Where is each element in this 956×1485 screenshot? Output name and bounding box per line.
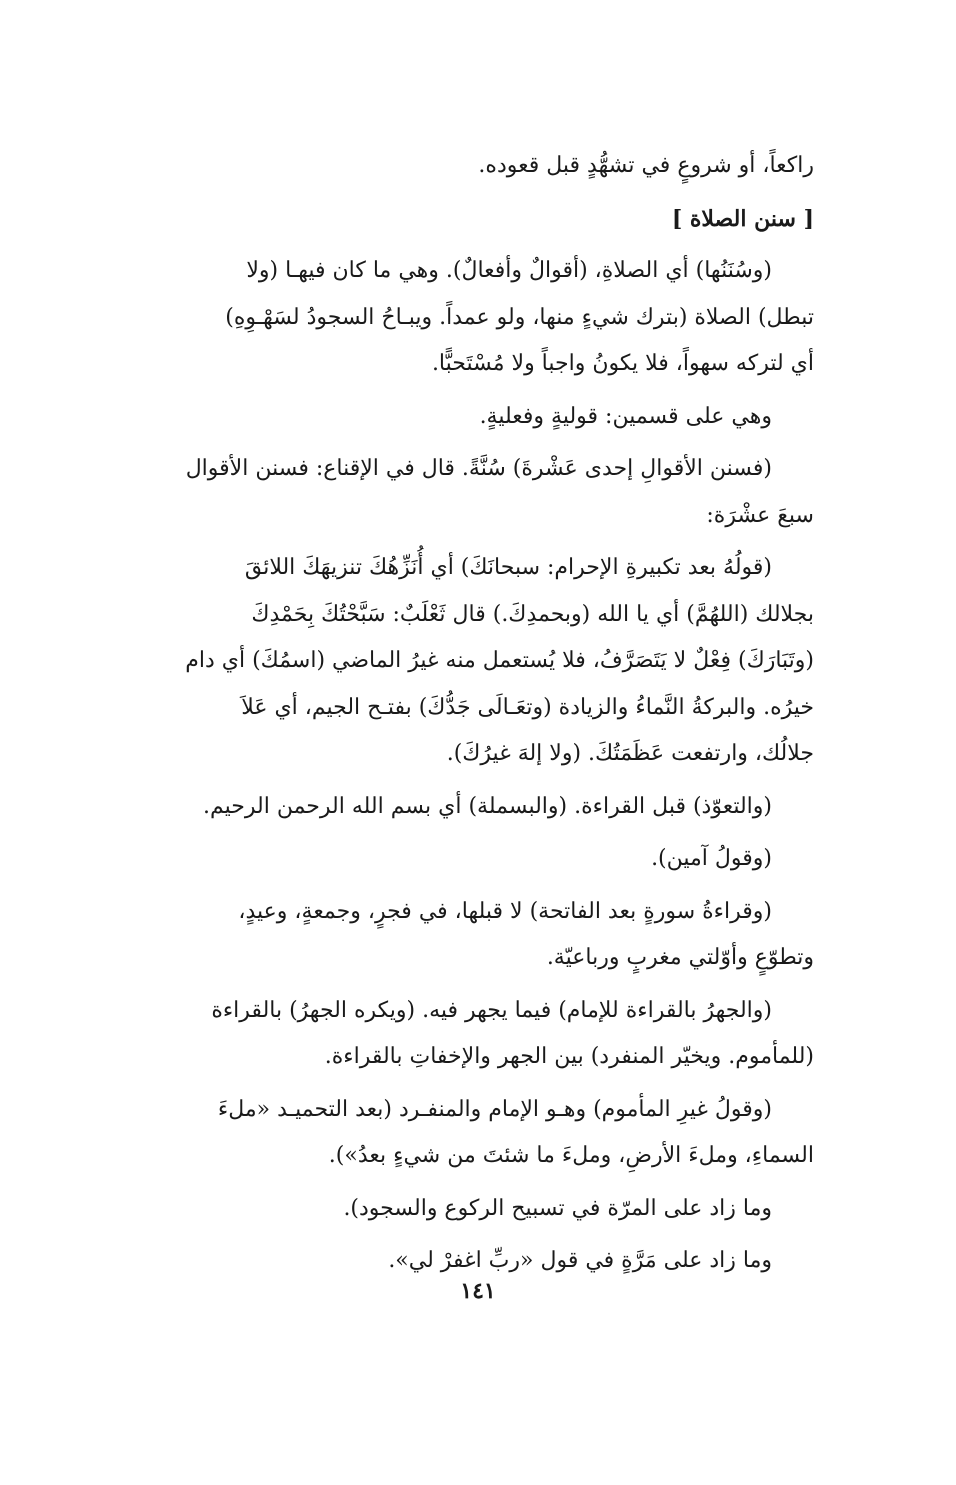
- section-heading: [152, 196, 814, 243]
- text-line: (قولُهُ بعد تكبيرةِ الإحرام: سبحانَكَ) أي أُنَزِّهُكَ تنزيهَكَ اللائقَ: [244, 555, 772, 580]
- paragraph-sunan-definition: [152, 248, 814, 388]
- text-line: (وقولُ آمين).: [651, 846, 772, 871]
- text-line: (وتَبَارَكَ) فِعْلٌ لا يَتَصَرَّفُ، فلا يُستعمل منه غيرُ الماضي (اسمُكَ) أي دام: [185, 648, 814, 673]
- page-number: ١٤١: [460, 1278, 496, 1304]
- text-line: (وقولُ غيرِ المأموم) وهـو الإمام والمنفـرد (بعد التحميـد «ملءَ: [217, 1096, 772, 1122]
- paragraph-tahmid: [152, 1087, 814, 1180]
- paragraph-taawwudh: [152, 784, 814, 831]
- text-line: جلالُك، وارتفعت عَظَمَتُكَ. (ولا إلهَ غيرُكَ).: [446, 741, 814, 766]
- text-line: بجلالك (اللهُمَّ) أي يا الله (وبحمدِكَ.) قال ثَعْلَبٌ: سَبَّحْتُكَ بِحَمْدِكَ: [251, 601, 814, 627]
- page-body: [152, 143, 814, 1291]
- text-line: السماءِ، وملءَ الأرضِ، وملءَ ما شئتَ من شيءٍ بعدُ»).: [328, 1143, 814, 1168]
- text-line: وما زاد على مَرَّةٍ في قول «ربِّ اغفرْ لي».: [388, 1248, 772, 1273]
- text-line: (وسُنَنُها) أي الصلاةِ، (أقوالٌ وأفعالٌ). وهي ما كان فيهـا (ولا: [246, 258, 772, 283]
- text-line: تبطل) الصلاة (بترك شيءٍ منها، ولو عمداً. ويبـاحُ السجودُ لسَهْـوِهِ): [225, 304, 814, 330]
- text-line: وما زاد على المرّة في تسبيح الركوع والسجود).: [343, 1195, 772, 1221]
- paragraph-tasbih: [152, 1186, 814, 1233]
- text-line: راكعاً، أو شروعٍ في تشهُّدٍ قبل قعوده.: [478, 153, 814, 178]
- text-line: سبعَ عشْرَة:: [706, 502, 814, 528]
- paragraph-surah-reading: [152, 889, 814, 982]
- text-line: خيرُه. والبركةُ النَّماءُ والزيادة (وتعَـالَى جَدُّكَ) بفتـح الجيم، أي عَلاَ: [241, 694, 814, 720]
- text-line: (والجهرُ بالقراءة للإمام) فيما يجهر فيه. (ويكره الجهرُ) بالقراءة: [211, 997, 772, 1023]
- paragraph-istiftah: [152, 545, 814, 778]
- text-line: وتطوّعٍ وأوّلتي مغربٍ ورباعيّة.: [546, 945, 814, 970]
- paragraph-jahr: [152, 988, 814, 1081]
- text-line: (والتعوّذ) قبل القراءة. (والبسملة) أي بسم الله الرحمن الرحيم.: [203, 793, 772, 819]
- text-line: (وقراءةُ سورةٍ بعد الفاتحة) لا قبلها، في فجرٍ، وجمعةٍ، وعيدٍ،: [238, 898, 772, 924]
- text-line: (للمأموم. ويخيّر المنفرد) بين الجهر والإخفاتِ بالقراءة.: [324, 1044, 814, 1069]
- text-line: وهي على قسمين: قوليةٍ وفعليةٍ.: [479, 403, 772, 429]
- heading-text: [ سنن الصلاة ]: [671, 205, 814, 232]
- text-line: (فسنن الأقوالِ إحدى عَشْرةَ) سُنَّةً. قال في الإقناع: فسنن الأقوال: [185, 456, 772, 481]
- text-line: أي لتركه سهواً، فلا يكونُ واجباً ولا مُسْتَحبًّا.: [431, 351, 814, 376]
- paragraph-amin: [152, 836, 814, 883]
- paragraph-two-sections: [152, 394, 814, 441]
- paragraph-sunan-aqwal: [152, 446, 814, 539]
- paragraph-continuation: [152, 143, 814, 190]
